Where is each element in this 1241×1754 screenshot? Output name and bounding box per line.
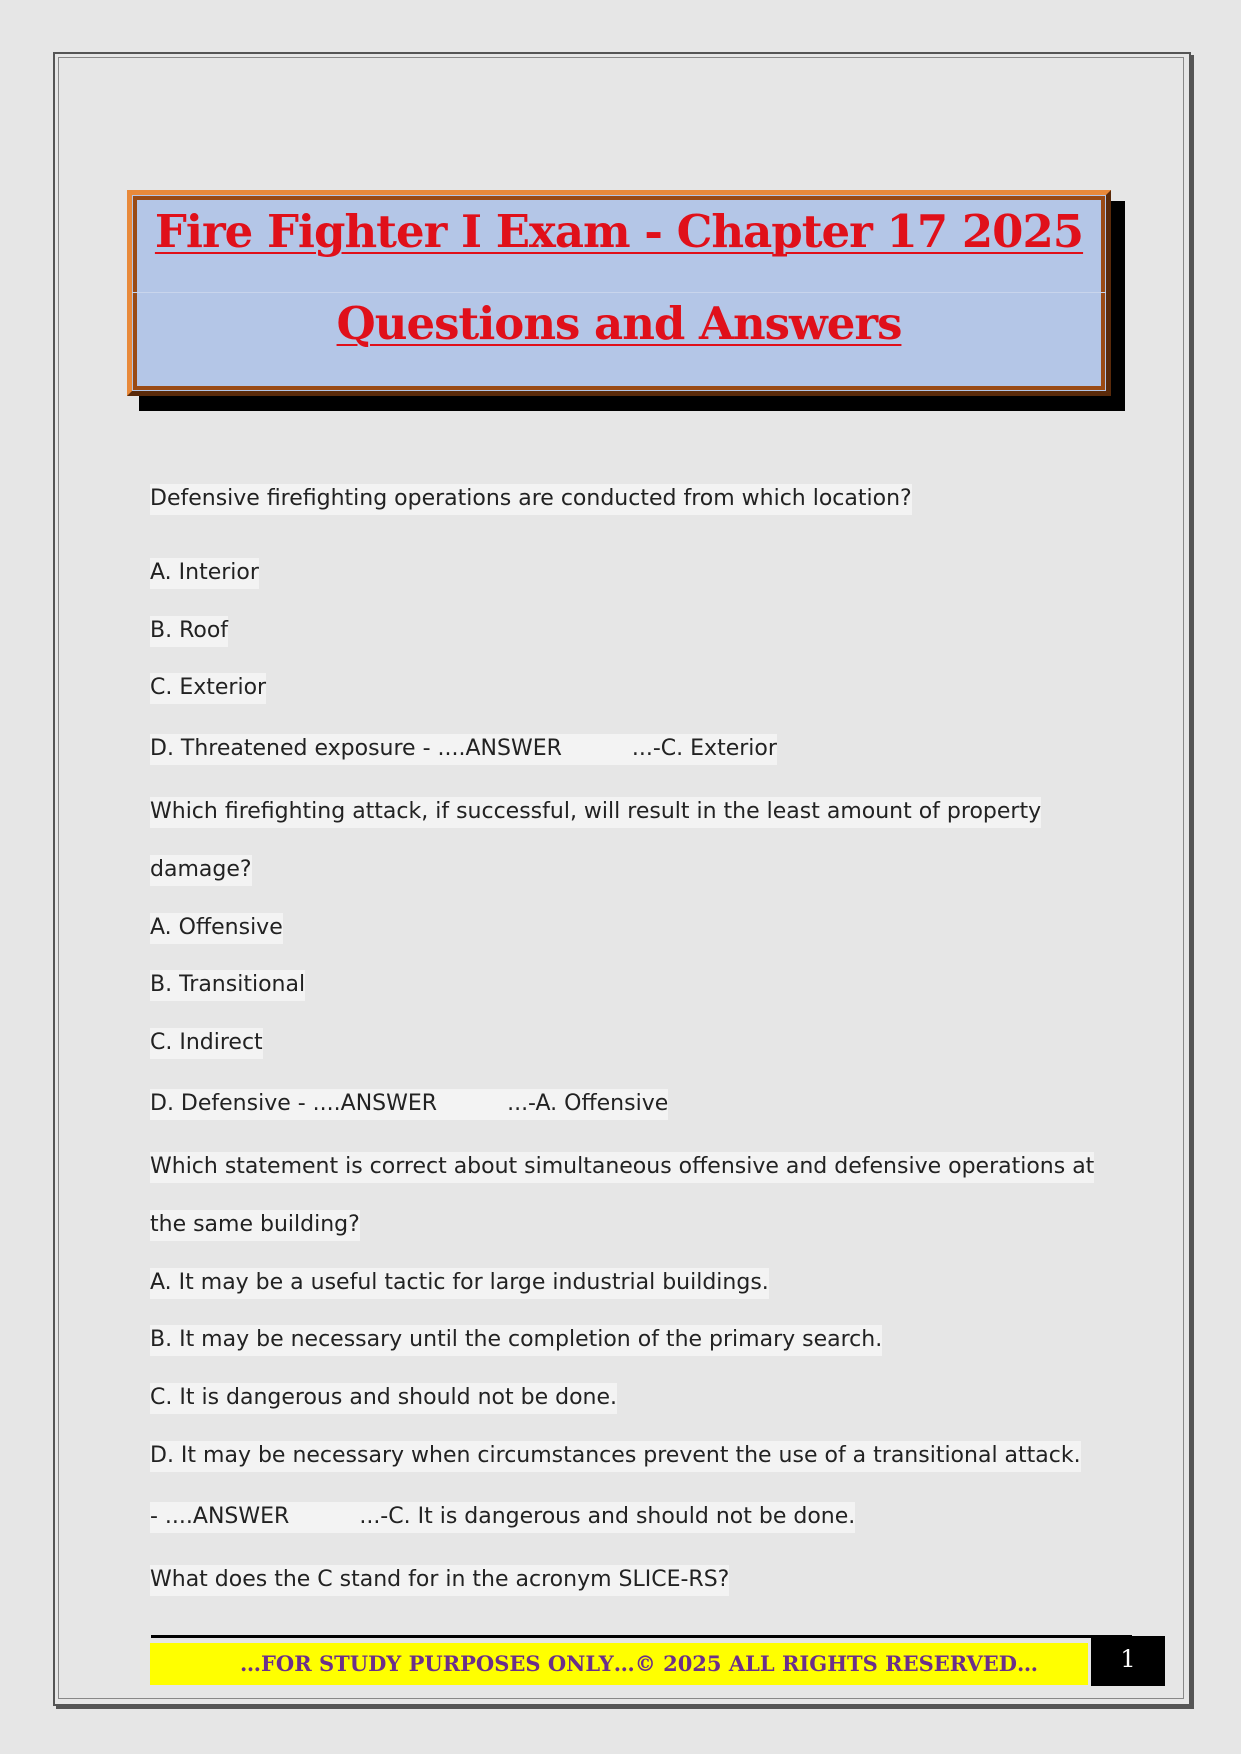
title-box: [127, 190, 1111, 396]
question-3-line-1: Which statement is correct about simultaneous offensive and defensive operations at: [150, 1152, 1094, 1183]
q1-answer: ...-C. Exterior: [631, 736, 777, 761]
title-line-1: Fire Fighter I Exam - Chapter 17 2025: [154, 205, 1084, 258]
title-divider: [132, 292, 1106, 293]
q1-option-c: C. Exterior: [150, 673, 266, 704]
footer-notice: …FOR STUDY PURPOSES ONLY…© 2025 ALL RIGHTS RESERVED…: [150, 1643, 1088, 1685]
question-2-line-1: Which firefighting attack, if successful, will result in the least amount of property: [150, 797, 1041, 828]
q2-option-c: C. Indirect: [150, 1028, 263, 1059]
page-number: 1: [1091, 1636, 1165, 1686]
q1-option-b: B. Roof: [150, 616, 228, 647]
q3-option-b: B. It may be necessary until the completion of the primary search.: [150, 1325, 882, 1356]
q3-option-c: C. It is dangerous and should not be done.: [150, 1383, 617, 1414]
q1-option-d-answer: [150, 734, 777, 765]
q3-answer-label: - ....ANSWER: [150, 1504, 290, 1529]
q2-answer: ...-A. Offensive: [507, 1091, 669, 1116]
question-1: Defensive firefighting operations are conducted from which location?: [150, 484, 912, 515]
footer-rule: [151, 1635, 1132, 1638]
question-2-line-2: damage?: [150, 855, 252, 886]
question-3-line-2: the same building?: [150, 1210, 360, 1241]
q3-option-a: A. It may be a useful tactic for large industrial buildings.: [150, 1268, 769, 1299]
q1-option-a: A. Interior: [150, 558, 259, 589]
q3-answer-line: [150, 1502, 855, 1533]
question-4: What does the C stand for in the acronym SLICE-RS?: [150, 1565, 729, 1596]
title-line-2: Questions and Answers: [336, 297, 902, 350]
q2-option-d-answer: [150, 1089, 668, 1120]
q2-option-d: D. Defensive - ....ANSWER: [150, 1091, 438, 1116]
q3-answer: ...-C. It is dangerous and should not be done.: [359, 1504, 856, 1529]
q2-option-b: B. Transitional: [150, 970, 305, 1001]
q3-option-d: D. It may be necessary when circumstances prevent the use of a transitional attack.: [150, 1441, 1081, 1472]
q1-option-d: D. Threatened exposure - ....ANSWER: [150, 736, 562, 761]
q2-option-a: A. Offensive: [150, 913, 283, 944]
